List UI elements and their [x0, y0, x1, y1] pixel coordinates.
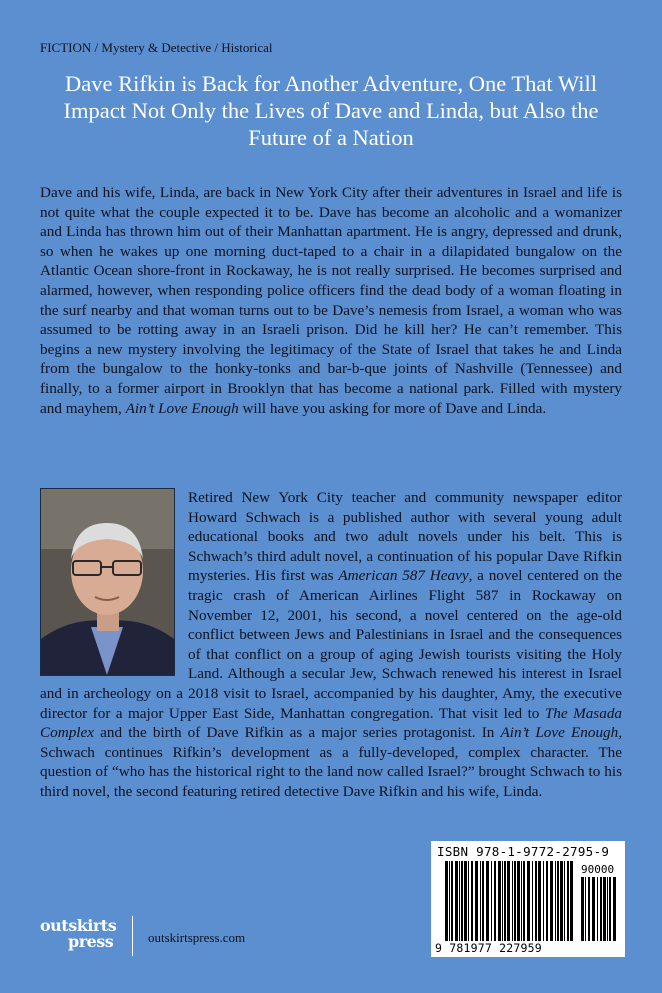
barcode-bar — [564, 861, 565, 941]
barcode-bar — [581, 877, 584, 941]
bio-part2: , a novel centered on the tragic crash of American Airlines Flight 587 in Rockaway on November 12, 2001, his second, a novel centered on the age-old conflict between Jews and Palestinians in Israel and the consequences of that conflict on a group of aging Jewish tourists visiting the Holy Land. Although a secular Jew, Schwach renewed his interest in Israel and in archeology on a 2018 visit to Israel, accompanied by his daughter, Amy, the executive director for a major Upper East Side, Manhattan congregation. That visit led to — [40, 567, 622, 722]
barcode-bar — [502, 861, 503, 941]
barcode-bar — [555, 861, 556, 941]
barcode-bar — [475, 861, 478, 941]
barcode-bar — [455, 861, 458, 941]
bio-part3: and the birth of Dave Rifkin as a major series protagonist. In — [100, 724, 495, 742]
barcode-bar — [504, 861, 506, 941]
author-portrait-illustration — [41, 489, 174, 675]
headline: Dave Rifkin is Back for Another Adventure, One That Will Impact Not Only the Lives of Dave and Linda, but Also the Future of a Nation — [63, 71, 599, 150]
barcode-bar — [445, 861, 448, 941]
barcode-bar — [588, 877, 590, 941]
barcode-bar — [592, 877, 595, 941]
barcode-bar — [521, 861, 522, 941]
barcode-bar — [609, 877, 611, 941]
barcode-bar — [449, 861, 450, 941]
blurb-title-italic: Ain’t Love Enough — [125, 399, 239, 417]
logo-line2: press — [68, 932, 114, 951]
bio-book1: American 587 Heavy — [338, 567, 469, 585]
barcode-bar — [535, 861, 537, 941]
barcode-bar — [550, 861, 553, 941]
barcode-bar — [459, 861, 460, 941]
barcode-bar — [570, 861, 573, 941]
logo-divider — [132, 916, 133, 956]
barcode-bar — [486, 861, 489, 941]
barcode-bar — [543, 861, 544, 941]
isbn-barcode — [431, 841, 625, 957]
blurb-tail: will have you asking for more of Dave and Linda. — [242, 399, 547, 417]
barcode-bar — [461, 861, 463, 941]
isbn-text: ISBN 978-1-9772-2795-9 — [437, 844, 610, 859]
barcode-bar — [607, 877, 608, 941]
barcode-bar — [523, 861, 525, 941]
barcode-bar — [514, 861, 516, 941]
author-bio — [40, 488, 622, 802]
barcode-bar — [597, 877, 598, 941]
barcode-bar — [468, 861, 469, 941]
barcode-bar — [482, 861, 484, 941]
barcode-bar — [532, 861, 533, 941]
barcode-bar — [498, 861, 501, 941]
barcode-bar — [507, 861, 510, 941]
barcode-bar — [560, 861, 563, 941]
barcode-bar — [491, 861, 492, 941]
bio-part1: Retired New York City teacher and community newspaper editor Howard Schwach is a published author with several young adult educational books and two adult novels under his belt. This is Schwach’s third adult novel, a continuation of his popular Dave Rifkin mysteries. His first was — [188, 489, 622, 585]
author-photo — [40, 488, 175, 676]
barcode-bar — [512, 861, 513, 941]
barcode-bar — [600, 877, 602, 941]
bio-part4: Schwach continues Rifkin’s development as a fully-developed, complex character. The question of “who has the historical right to the land now called Israel?” brought Schwach to his third novel, the second featuring retired detective Dave Rifkin and his wife, Linda. — [40, 743, 622, 800]
blurb-text: Dave and his wife, Linda, are back in New York City after their adventures in Israel and life is not quite what the couple expected it to be. Dave has become an alcoholic and a womanizer and Linda has thrown him out of their Manhattan apartment. He is angry, depressed and drunk, so when he wakes up one morning duct-taped to a chair in a dilapidated bungalow on the Atlantic Ocean shore-front in Rockaway, he is not really surprised. He becomes surprised and alarmed, however, when responding police officers find the dead body of a woman floating in the surf nearby and that woman turns out to be Dave’s nemesis from Israel, a woman who was assumed to be rotting away in an Israeli prison. Did he kill her? He can’t remember. This begins a new mystery involving the legitimacy of the State of Israel that takes he and Linda from the bungalow to the honky-tonks and bar-b-que joints of Nashville (Tennessee) and finally, to a former airport in Brooklyn that has become a national park. Filled with mystery and mayhem, — [40, 184, 622, 417]
book-blurb — [40, 183, 622, 418]
barcode-bar — [557, 861, 559, 941]
barcode-number: 9 781977 227959 — [435, 941, 542, 955]
bio-book2: The Masada Complex — [40, 704, 623, 742]
barcode-bar — [527, 861, 530, 941]
barcode-bar — [613, 877, 616, 941]
barcode-bar — [494, 861, 496, 941]
barcode-bars — [431, 841, 625, 957]
price-code: 90000 — [581, 863, 615, 876]
barcode-bar — [480, 861, 481, 941]
barcode-bar — [603, 877, 606, 941]
barcode-bar — [517, 861, 520, 941]
barcode-bar — [538, 861, 541, 941]
barcode-bar — [464, 861, 467, 941]
barcode-bar — [451, 861, 453, 941]
publisher-logo — [40, 916, 120, 956]
barcode-bar — [585, 877, 586, 941]
publisher-url: outskirtspress.com — [148, 930, 246, 945]
barcode-bar — [567, 861, 569, 941]
category-line: FICTION / Mystery & Detective / Historical — [40, 40, 273, 55]
barcode-bar — [471, 861, 473, 941]
logo-line1: outskirts — [40, 916, 117, 935]
barcode-bar — [546, 861, 548, 941]
bio-book3: Ain’t Love Enough, — [500, 724, 623, 742]
